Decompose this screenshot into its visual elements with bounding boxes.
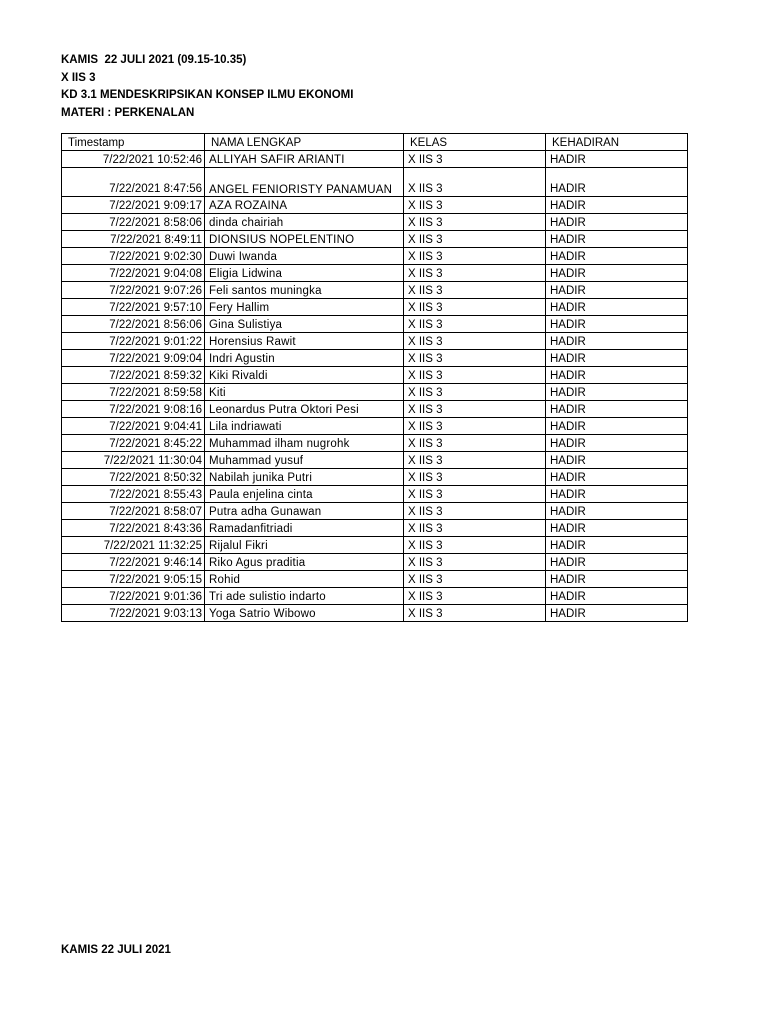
cell-name: Putra adha Gunawan [205, 503, 404, 520]
cell-kehadiran: HADIR [546, 231, 688, 248]
cell-timestamp: 7/22/2021 8:58:06 [62, 214, 205, 231]
cell-name: Muhammad ilham nugrohk [205, 435, 404, 452]
cell-kehadiran: HADIR [546, 248, 688, 265]
cell-name: dinda chairiah [205, 214, 404, 231]
cell-timestamp: 7/22/2021 9:02:30 [62, 248, 205, 265]
cell-kelas: X IIS 3 [404, 435, 546, 452]
cell-timestamp: 7/22/2021 9:03:13 [62, 605, 205, 622]
cell-timestamp: 7/22/2021 8:56:06 [62, 316, 205, 333]
cell-timestamp: 7/22/2021 9:07:26 [62, 282, 205, 299]
cell-timestamp: 7/22/2021 10:52:46 [62, 151, 205, 168]
cell-kelas: X IIS 3 [404, 503, 546, 520]
cell-kelas: X IIS 3 [404, 571, 546, 588]
table-row [62, 401, 688, 418]
cell-kelas: X IIS 3 [404, 605, 546, 622]
table-row [62, 537, 688, 554]
table-row [62, 384, 688, 401]
cell-kehadiran: HADIR [546, 605, 688, 622]
table-row [62, 503, 688, 520]
table-row [62, 588, 688, 605]
cell-kelas: X IIS 3 [404, 367, 546, 384]
cell-timestamp: 7/22/2021 9:46:14 [62, 554, 205, 571]
cell-timestamp: 7/22/2021 9:09:17 [62, 197, 205, 214]
cell-name: Rijalul Fikri [205, 537, 404, 554]
table-row [62, 316, 688, 333]
table-row [62, 554, 688, 571]
document-footer: KAMIS 22 JULI 2021 [61, 944, 171, 956]
cell-kehadiran: HADIR [546, 520, 688, 537]
cell-name: Yoga Satrio Wibowo [205, 605, 404, 622]
cell-kehadiran: HADIR [546, 168, 688, 197]
cell-name: Fery Hallim [205, 299, 404, 316]
table-row [62, 452, 688, 469]
cell-name: Eligia Lidwina [205, 265, 404, 282]
cell-kehadiran: HADIR [546, 282, 688, 299]
cell-timestamp: 7/22/2021 9:04:08 [62, 265, 205, 282]
cell-name: ANGEL FENIORISTY PANAMUAN [205, 168, 404, 197]
cell-kehadiran: HADIR [546, 197, 688, 214]
cell-kehadiran: HADIR [546, 486, 688, 503]
column-header-name: NAMA LENGKAP [205, 134, 404, 151]
cell-name: Leonardus Putra Oktori Pesi [205, 401, 404, 418]
document-header [61, 52, 353, 122]
cell-timestamp: 7/22/2021 8:58:07 [62, 503, 205, 520]
cell-timestamp: 7/22/2021 9:08:16 [62, 401, 205, 418]
column-header-kehadiran: KEHADIRAN [546, 134, 688, 151]
cell-kehadiran: HADIR [546, 265, 688, 282]
attendance-table [61, 133, 688, 622]
cell-timestamp: 7/22/2021 9:05:15 [62, 571, 205, 588]
cell-timestamp: 7/22/2021 8:55:43 [62, 486, 205, 503]
cell-name: Riko Agus praditia [205, 554, 404, 571]
cell-name: Rohid [205, 571, 404, 588]
cell-kehadiran: HADIR [546, 299, 688, 316]
table-row [62, 248, 688, 265]
cell-kelas: X IIS 3 [404, 588, 546, 605]
table-row [62, 367, 688, 384]
cell-name: Nabilah junika Putri [205, 469, 404, 486]
cell-kelas: X IIS 3 [404, 316, 546, 333]
column-header-kelas: KELAS [404, 134, 546, 151]
cell-name: Muhammad yusuf [205, 452, 404, 469]
cell-name: Ramadanfitriadi [205, 520, 404, 537]
cell-name: Indri Agustin [205, 350, 404, 367]
cell-kelas: X IIS 3 [404, 452, 546, 469]
cell-kelas: X IIS 3 [404, 554, 546, 571]
table-row [62, 520, 688, 537]
table-row [62, 418, 688, 435]
cell-name: Kiki Rivaldi [205, 367, 404, 384]
cell-kelas: X IIS 3 [404, 401, 546, 418]
cell-kelas: X IIS 3 [404, 384, 546, 401]
table-header-row [62, 134, 688, 151]
cell-kelas: X IIS 3 [404, 214, 546, 231]
cell-kehadiran: HADIR [546, 588, 688, 605]
table-row [62, 282, 688, 299]
cell-kelas: X IIS 3 [404, 486, 546, 503]
table-row [62, 151, 688, 168]
cell-kehadiran: HADIR [546, 214, 688, 231]
table-row [62, 435, 688, 452]
table-body [62, 151, 688, 622]
cell-timestamp: 7/22/2021 8:50:32 [62, 469, 205, 486]
table-row [62, 265, 688, 282]
cell-timestamp: 7/22/2021 11:30:04 [62, 452, 205, 469]
cell-kelas: X IIS 3 [404, 333, 546, 350]
table-row [62, 214, 688, 231]
cell-name: Kiti [205, 384, 404, 401]
cell-kelas: X IIS 3 [404, 248, 546, 265]
cell-name: Horensius Rawit [205, 333, 404, 350]
cell-name: Paula enjelina cinta [205, 486, 404, 503]
header-kd-line: KD 3.1 MENDESKRIPSIKAN KONSEP ILMU EKONOMI [61, 89, 354, 101]
cell-kehadiran: HADIR [546, 333, 688, 350]
cell-timestamp: 7/22/2021 8:43:36 [62, 520, 205, 537]
table-row [62, 469, 688, 486]
cell-kehadiran: HADIR [546, 316, 688, 333]
cell-kehadiran: HADIR [546, 503, 688, 520]
cell-kelas: X IIS 3 [404, 299, 546, 316]
cell-timestamp: 7/22/2021 8:49:11 [62, 231, 205, 248]
cell-kehadiran: HADIR [546, 537, 688, 554]
cell-kelas: X IIS 3 [404, 231, 546, 248]
cell-kehadiran: HADIR [546, 571, 688, 588]
cell-timestamp: 7/22/2021 8:47:56 [62, 168, 205, 197]
cell-timestamp: 7/22/2021 8:59:58 [62, 384, 205, 401]
cell-kelas: X IIS 3 [404, 469, 546, 486]
cell-name: Feli santos muningka [205, 282, 404, 299]
cell-timestamp: 7/22/2021 9:01:22 [62, 333, 205, 350]
cell-timestamp: 7/22/2021 9:04:41 [62, 418, 205, 435]
table-row [62, 605, 688, 622]
cell-kehadiran: HADIR [546, 384, 688, 401]
column-header-timestamp: Timestamp [62, 134, 205, 151]
cell-kehadiran: HADIR [546, 469, 688, 486]
cell-name: Gina Sulistiya [205, 316, 404, 333]
cell-name: Tri ade sulistio indarto [205, 588, 404, 605]
cell-timestamp: 7/22/2021 9:57:10 [62, 299, 205, 316]
cell-kehadiran: HADIR [546, 435, 688, 452]
cell-kehadiran: HADIR [546, 350, 688, 367]
header-class-line: X IIS 3 [61, 71, 96, 84]
cell-name: AZA ROZAINA [205, 197, 404, 214]
cell-kelas: X IIS 3 [404, 168, 546, 197]
cell-kehadiran: HADIR [546, 367, 688, 384]
cell-kelas: X IIS 3 [404, 418, 546, 435]
table-row [62, 571, 688, 588]
table-row [62, 168, 688, 197]
cell-kehadiran: HADIR [546, 554, 688, 571]
header-materi-line: MATERI : PERKENALAN [61, 106, 195, 119]
cell-kelas: X IIS 3 [404, 537, 546, 554]
cell-kehadiran: HADIR [546, 401, 688, 418]
cell-timestamp: 7/22/2021 8:59:32 [62, 367, 205, 384]
cell-timestamp: 7/22/2021 11:32:25 [62, 537, 205, 554]
cell-kelas: X IIS 3 [404, 151, 546, 168]
cell-kelas: X IIS 3 [404, 350, 546, 367]
cell-kelas: X IIS 3 [404, 265, 546, 282]
table-row [62, 299, 688, 316]
cell-kelas: X IIS 3 [404, 282, 546, 299]
cell-timestamp: 7/22/2021 9:01:36 [62, 588, 205, 605]
cell-name: Lila indriawati [205, 418, 404, 435]
table-row [62, 231, 688, 248]
cell-kehadiran: HADIR [546, 452, 688, 469]
cell-kelas: X IIS 3 [404, 197, 546, 214]
cell-kehadiran: HADIR [546, 151, 688, 168]
table-row [62, 197, 688, 214]
cell-timestamp: 7/22/2021 8:45:22 [62, 435, 205, 452]
cell-timestamp: 7/22/2021 9:09:04 [62, 350, 205, 367]
table-row [62, 350, 688, 367]
cell-name: DIONSIUS NOPELENTINO [205, 231, 404, 248]
table-row [62, 333, 688, 350]
cell-kelas: X IIS 3 [404, 520, 546, 537]
cell-name: ALLIYAH SAFIR ARIANTI [205, 151, 404, 168]
cell-name: Duwi Iwanda [205, 248, 404, 265]
table-row [62, 486, 688, 503]
header-date-line: KAMIS 22 JULI 2021 (09.15-10.35) [61, 54, 247, 66]
cell-kehadiran: HADIR [546, 418, 688, 435]
